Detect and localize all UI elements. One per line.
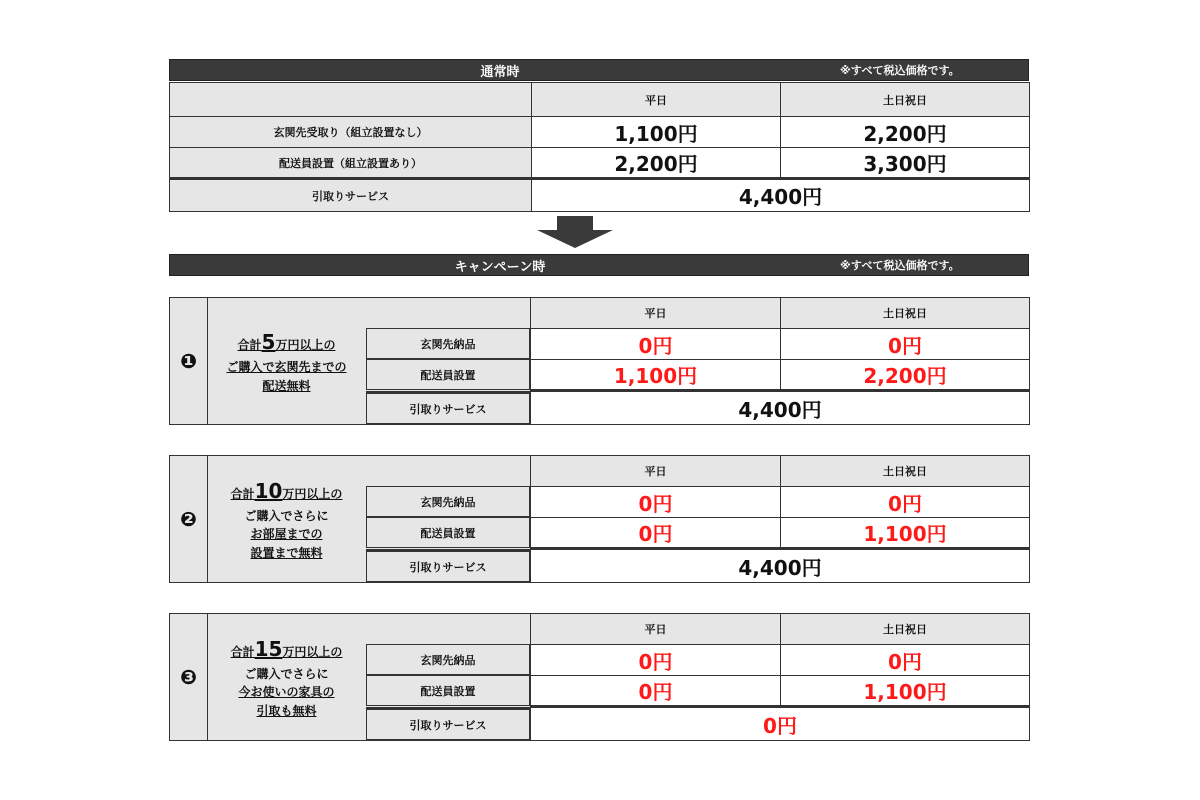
plan-condition-text: [208, 614, 365, 740]
cond-amount: 10: [254, 478, 283, 503]
price-weekend: 1,100円: [781, 676, 1030, 707]
price-weekday: 0円: [531, 518, 781, 549]
cond-post: 万円以上の: [282, 644, 343, 659]
cond-amount: 15: [254, 636, 283, 661]
plan-condition-text: [208, 298, 365, 424]
price-weekday: 2,200円: [532, 148, 781, 179]
row-label-doorstep: 玄関先納品: [366, 644, 530, 675]
row-label-staff-install: 配送員設置: [366, 517, 530, 548]
plan-number: ❸: [170, 614, 208, 741]
service-price: 4,400円: [531, 391, 1030, 425]
tax-note: ※すべて税込価格です。: [840, 64, 960, 77]
cond-line: ご購入で玄関先までの: [226, 359, 347, 374]
row-label-staff-install: 配送員設置（組立設置あり）: [170, 148, 532, 179]
cond-line: お部屋までの: [250, 527, 323, 542]
header-weekday: 平日: [531, 614, 781, 645]
price-weekday: 0円: [531, 329, 781, 360]
service-label: 引取りサービス: [366, 549, 530, 582]
header-empty-cell: [170, 83, 532, 117]
price-weekday: 0円: [531, 645, 781, 676]
cond-pre: 合計: [230, 644, 255, 659]
campaign-title-bar: [169, 254, 1029, 276]
tax-note: ※すべて税込価格です。: [840, 259, 960, 272]
header-weekend: 土日祝日: [781, 83, 1030, 117]
service-label: 引取りサービス: [170, 179, 532, 212]
row-label-staff-install: 配送員設置: [366, 675, 530, 706]
cond-pre: 合計: [230, 486, 255, 501]
cond-line: ご購入でさらに: [244, 666, 329, 681]
cond-line: 配送無料: [262, 378, 311, 393]
price-weekend: 2,200円: [781, 117, 1030, 148]
cond-post: 万円以上の: [275, 337, 336, 352]
price-weekday: 1,100円: [532, 117, 781, 148]
service-price: 4,400円: [531, 549, 1030, 583]
service-price: 4,400円: [532, 179, 1030, 212]
price-weekend: 2,200円: [781, 360, 1030, 391]
service-label: 引取りサービス: [366, 707, 530, 740]
cond-line: ご購入でさらに: [244, 508, 329, 523]
price-weekday: 0円: [531, 676, 781, 707]
price-weekend: 1,100円: [781, 518, 1030, 549]
plan-condition-text: [208, 456, 365, 582]
price-weekend: 0円: [781, 487, 1030, 518]
row-label-doorstep: 玄関先受取り（組立設置なし）: [170, 117, 532, 148]
price-weekend: 3,300円: [781, 148, 1030, 179]
price-weekend: 0円: [781, 329, 1030, 360]
row-label-doorstep: 玄関先納品: [366, 328, 530, 359]
price-weekday: 1,100円: [531, 360, 781, 391]
price-weekday: 0円: [531, 487, 781, 518]
down-arrow-icon: [537, 216, 613, 248]
service-price: 0円: [531, 707, 1030, 741]
cond-line: 引取も無料: [256, 703, 317, 718]
header-weekday: 平日: [532, 83, 781, 117]
row-label-staff-install: 配送員設置: [366, 359, 530, 390]
price-weekend: 0円: [781, 645, 1030, 676]
campaign-title: キャンペーン時: [454, 259, 546, 275]
row-label-doorstep: 玄関先納品: [366, 486, 530, 517]
cond-line: 設置まで無料: [250, 545, 323, 560]
header-weekend: 土日祝日: [781, 298, 1030, 329]
plan-number: ❶: [170, 298, 208, 425]
cond-post: 万円以上の: [282, 486, 343, 501]
header-weekend: 土日祝日: [781, 614, 1030, 645]
cond-pre: 合計: [237, 337, 262, 352]
cond-line: 今お使いの家具の: [238, 685, 335, 700]
service-label: 引取りサービス: [366, 391, 530, 424]
normal-price-table: [169, 82, 1030, 212]
plan-number: ❷: [170, 456, 208, 583]
header-weekday: 平日: [531, 456, 781, 487]
normal-title-bar: [169, 59, 1029, 81]
header-weekday: 平日: [531, 298, 781, 329]
normal-title: 通常時: [480, 64, 520, 80]
header-weekend: 土日祝日: [781, 456, 1030, 487]
cond-amount: 5: [261, 329, 276, 354]
